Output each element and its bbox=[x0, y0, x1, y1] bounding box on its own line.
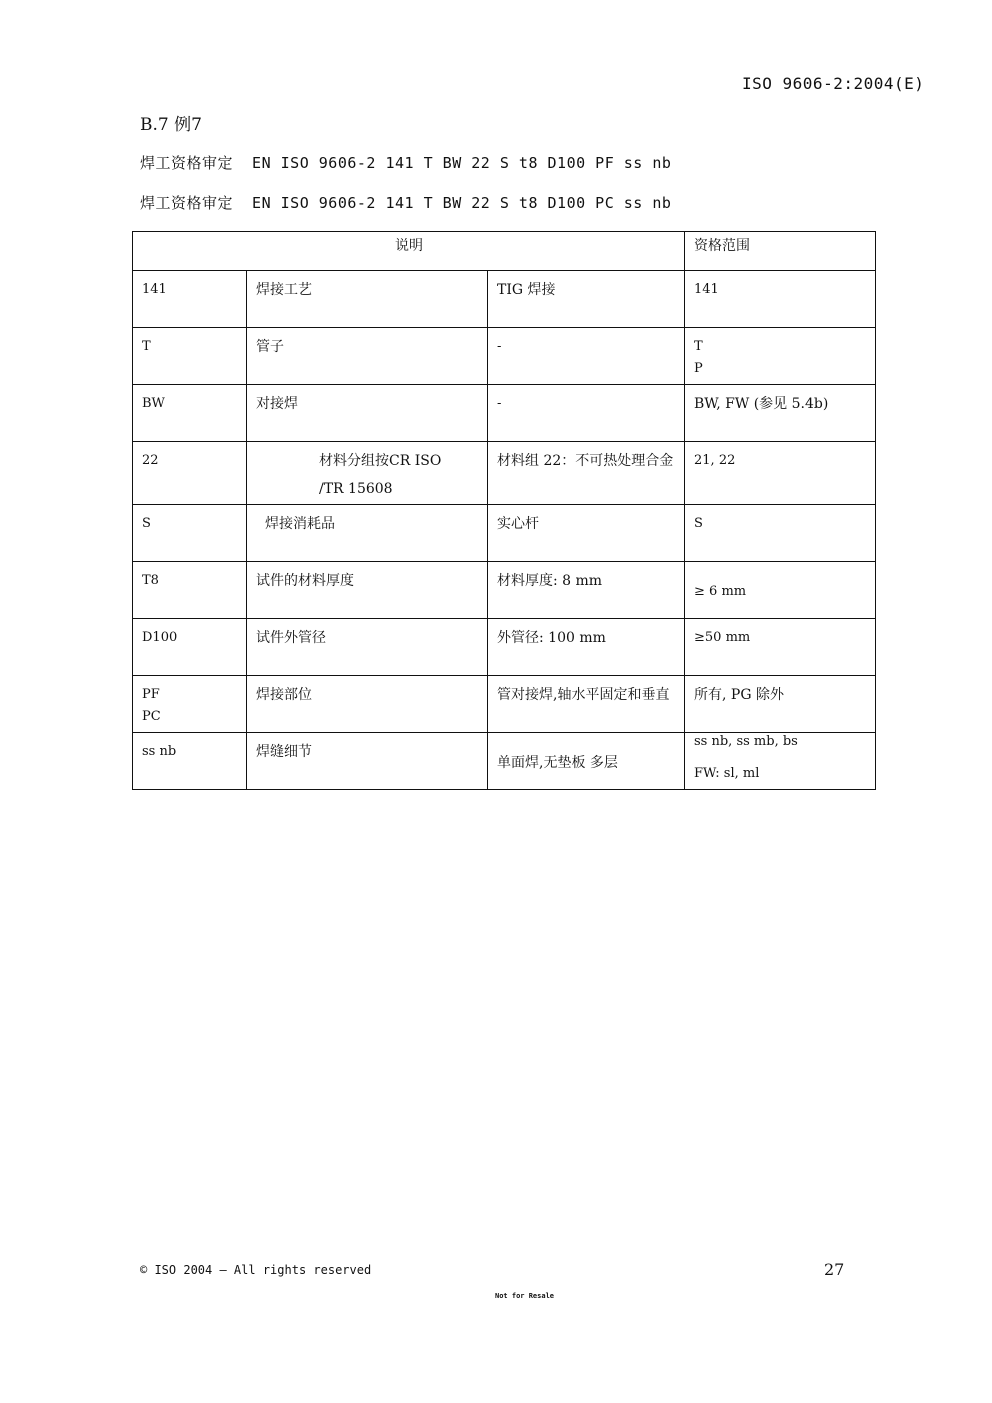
code-cell: BW bbox=[133, 385, 247, 442]
detail-cell: 实心杆 bbox=[488, 505, 685, 562]
range-cell bbox=[685, 733, 876, 790]
range-cell bbox=[685, 328, 876, 385]
table-row bbox=[133, 271, 876, 328]
item-cell: 试件的材料厚度 bbox=[247, 562, 488, 619]
range-line: T bbox=[694, 339, 703, 354]
item-cell: 焊接部位 bbox=[247, 676, 488, 733]
detail-cell: 外管径: 100 mm bbox=[488, 619, 685, 676]
section-title: B.7 例7 bbox=[140, 115, 202, 135]
page-number: 27 bbox=[824, 1260, 845, 1279]
detail-cell: TIG 焊接 bbox=[488, 271, 685, 328]
table-row bbox=[133, 505, 876, 562]
table-row bbox=[133, 442, 876, 505]
designation-line-1: 焊工资格审定 EN ISO 9606-2 141 T BW 22 S t8 D100 PF ss nb bbox=[140, 154, 672, 172]
code-cell: D100 bbox=[133, 619, 247, 676]
code-cell: ss nb bbox=[133, 733, 247, 790]
item-cell: 焊接消耗品 bbox=[247, 505, 488, 562]
table-row bbox=[133, 385, 876, 442]
designation-line-2: 焊工资格审定 EN ISO 9606-2 141 T BW 22 S t8 D100 PC ss nb bbox=[140, 194, 672, 212]
table-row bbox=[133, 676, 876, 733]
range-line: FW: sl, ml bbox=[694, 766, 760, 781]
detail-cell: 单面焊,无垫板 多层 bbox=[488, 733, 685, 790]
code-line: PC bbox=[142, 709, 161, 724]
standard-header: ISO 9606-2:2004(E) bbox=[742, 74, 925, 93]
range-cell: ≥50 mm bbox=[685, 619, 876, 676]
table-header-row bbox=[133, 232, 876, 271]
table-row bbox=[133, 562, 876, 619]
code-cell: S bbox=[133, 505, 247, 562]
code-cell: T8 bbox=[133, 562, 247, 619]
code-cell: 22 bbox=[133, 442, 247, 505]
table-row bbox=[133, 619, 876, 676]
range-cell: 所有, PG 除外 bbox=[685, 676, 876, 733]
detail-cell: - bbox=[488, 328, 685, 385]
not-for-resale-notice: Not for Resale bbox=[495, 1292, 555, 1300]
range-line: ss nb, ss mb, bs bbox=[694, 734, 798, 749]
table-row bbox=[133, 733, 876, 790]
copyright-notice: © ISO 2004 – All rights reserved bbox=[140, 1263, 372, 1277]
range-line: P bbox=[694, 361, 703, 376]
item-cell bbox=[247, 442, 488, 505]
detail-cell: 管对接焊,轴水平固定和垂直 bbox=[488, 676, 685, 733]
item-line: 材料分组按CR ISO bbox=[319, 453, 442, 469]
range-cell: 21, 22 bbox=[685, 442, 876, 505]
detail-cell: 材料组 22：不可热处理合金 bbox=[488, 442, 685, 505]
code-cell: T bbox=[133, 328, 247, 385]
code-line: PF bbox=[142, 687, 160, 702]
item-cell: 试件外管径 bbox=[247, 619, 488, 676]
header-description: 说明 bbox=[133, 232, 685, 271]
range-cell: 141 bbox=[685, 271, 876, 328]
item-cell: 焊缝细节 bbox=[247, 733, 488, 790]
range-cell: BW, FW (参见 5.4b) bbox=[685, 385, 876, 442]
table-row bbox=[133, 328, 876, 385]
range-cell: S bbox=[685, 505, 876, 562]
qualification-table bbox=[132, 231, 876, 790]
item-cell: 管子 bbox=[247, 328, 488, 385]
detail-cell: 材料厚度: 8 mm bbox=[488, 562, 685, 619]
detail-cell: - bbox=[488, 385, 685, 442]
code-cell bbox=[133, 676, 247, 733]
item-cell: 焊接工艺 bbox=[247, 271, 488, 328]
item-cell: 对接焊 bbox=[247, 385, 488, 442]
code-cell: 141 bbox=[133, 271, 247, 328]
range-cell: ≥ 6 mm bbox=[685, 562, 876, 619]
header-range: 资格范围 bbox=[685, 232, 876, 271]
item-line: /TR 15608 bbox=[319, 481, 393, 497]
